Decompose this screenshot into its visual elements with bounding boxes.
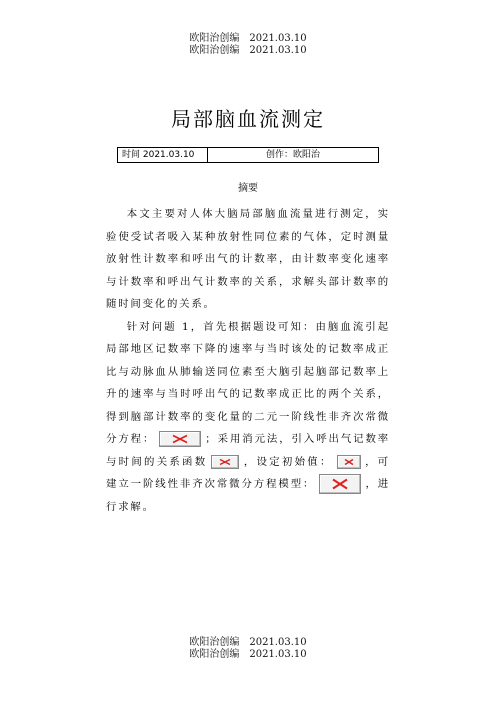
broken-image-x-icon [319,474,361,494]
paragraph-2-part-1: 针对问题 1，首先根据题设可知：由脑血流引起局部地区记数率下降的速率与当时该处的记数率成正比与动脉血从肺输送同位素至大脑引起脑部记数率上升的速率与当时呼出气的记数率成正比的两个关系，得到脑部计数率的变化量的二元一阶线性非齐次常微分方程： [106,320,390,445]
footer-line-2: 欧阳治创编 2021.03.10 [189,649,307,660]
paragraph-2-part-5: ，进行求解。 [106,478,390,513]
paragraph-2-part-4: ，可建立一阶线性非齐次常微分方程模型： [106,455,390,490]
paragraph-2-part-2: ；采用消元法，引入呼出气记数率与时间的关系函数 [106,433,391,468]
paragraph-2 [106,316,390,519]
page-footer [0,637,496,661]
header-line-1: 欧阳治创编 2021.03.10 [189,33,307,44]
meta-time: 时间 2021.03.10 [118,148,208,162]
broken-image-x-icon [337,455,361,469]
meta-table [117,147,379,163]
page-header [0,33,496,57]
abstract-heading: 摘要 [238,183,258,194]
footer-line-1: 欧阳治创编 2021.03.10 [189,637,307,648]
document-body [106,203,390,518]
paragraph-2-part-3: ，设定初始值： [243,455,333,468]
header-line-2: 欧阳治创编 2021.03.10 [189,45,307,56]
paragraph-1: 本文主要对人体大脑局部脑血流量进行测定，实验使受试者吸入某种放射性同位素的气体，定时测量放射性计数率和呼出气的计数率，由计数率变化速率与计数率和呼出气计数率的关系，求解头部计数率的随时间变化的关系。 [106,208,390,310]
document-title: 局部脑血流测定 [171,107,325,132]
meta-author: 创作：欧阳治 [265,150,320,160]
broken-image-x-icon [159,431,201,447]
broken-image-x-icon [211,455,239,469]
